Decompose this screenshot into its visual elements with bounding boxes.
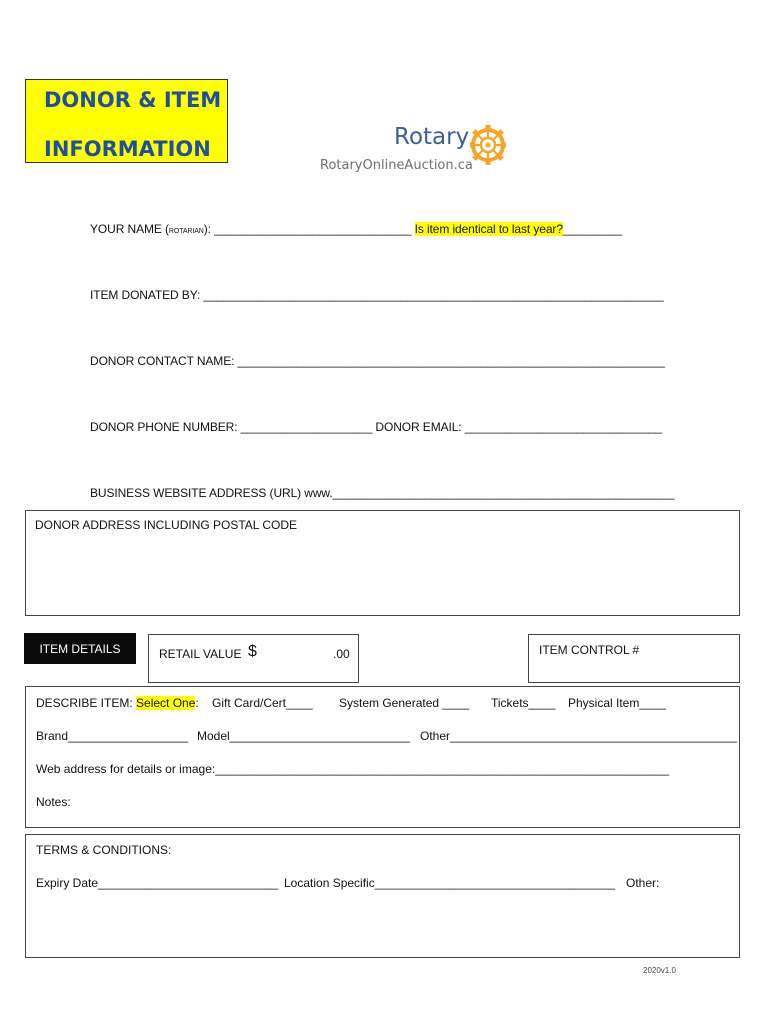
title-line-2: INFORMATION: [44, 137, 211, 161]
title-box: [25, 79, 228, 163]
dollar-sign: $: [248, 643, 257, 660]
notes-label: Notes:: [36, 795, 71, 809]
item-donated-by-field[interactable]: ITEM DONATED BY: ______________________________________________________________________: [90, 288, 664, 302]
select-colon: :: [195, 696, 199, 710]
your-name-blank: ): ______________________________: [203, 222, 412, 236]
location-specific-field[interactable]: Location Specific____________________________________: [284, 876, 615, 890]
system-generated-option[interactable]: System Generated ____: [339, 696, 470, 710]
terms-box[interactable]: [25, 834, 740, 958]
describe-item-box[interactable]: [25, 686, 740, 828]
describe-label: DESCRIBE ITEM:: [36, 696, 133, 710]
model-field[interactable]: Model___________________________: [197, 729, 410, 743]
brand-field[interactable]: Brand__________________: [36, 729, 189, 743]
donor-address-label: DONOR ADDRESS INCLUDING POSTAL CODE: [35, 518, 298, 532]
your-name-field[interactable]: [90, 222, 622, 236]
rotary-logo: [318, 122, 508, 178]
terms-title: TERMS & CONDITIONS:: [36, 843, 172, 857]
select-one-label: Select One: [136, 696, 196, 710]
identical-question: Is item identical to last year?: [414, 222, 563, 236]
item-details-tag: ITEM DETAILS: [24, 633, 136, 664]
logo-url: RotaryOnlineAuction.ca: [320, 158, 473, 173]
donor-phone-label: DONOR PHONE NUMBER: ____________________: [90, 420, 373, 434]
physical-item-option[interactable]: Physical Item____: [568, 696, 667, 710]
cents-label: .00: [333, 647, 350, 661]
donor-phone-field[interactable]: [90, 420, 662, 434]
retail-value-label: RETAIL VALUE: [159, 647, 242, 661]
website-field[interactable]: BUSINESS WEBSITE ADDRESS (URL) www.____________________________________________________: [90, 486, 675, 500]
logo-wordmark: Rotary: [394, 124, 470, 150]
your-name-label: YOUR NAME (: [90, 222, 169, 236]
describe-row: [36, 696, 199, 710]
web-address-field[interactable]: Web address for details or image:____________________________________________________________________: [36, 762, 670, 776]
donor-contact-field[interactable]: DONOR CONTACT NAME: _________________________________________________________________: [90, 354, 665, 368]
donor-email-label: DONOR EMAIL: ______________________________: [375, 420, 662, 434]
identical-blank: _________: [562, 222, 623, 236]
other-field[interactable]: Other___________________________________________: [420, 729, 737, 743]
rotarian-label: ROTARIAN: [168, 228, 204, 235]
expiry-date-field[interactable]: Expiry Date___________________________: [36, 876, 279, 890]
title-line-1: DONOR & ITEM: [44, 88, 222, 112]
item-control-box[interactable]: [528, 634, 740, 683]
tickets-option[interactable]: Tickets____: [491, 696, 556, 710]
donor-address-box[interactable]: [25, 510, 740, 616]
item-control-label: ITEM CONTROL #: [539, 643, 640, 657]
gift-card-option[interactable]: Gift Card/Cert____: [212, 696, 313, 710]
version-label: 2020v1.0: [643, 966, 676, 975]
retail-value-box[interactable]: [148, 634, 359, 683]
rotary-wheel-icon: [470, 122, 506, 168]
terms-other-field[interactable]: Other:: [626, 876, 660, 890]
